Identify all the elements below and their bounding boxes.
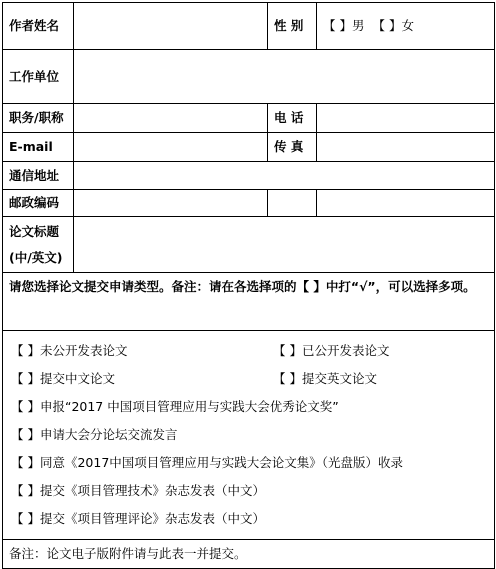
row-email <box>3 133 495 162</box>
email-field[interactable] <box>74 133 268 162</box>
paper-title-sublabel: (中/英文) <box>9 249 63 265</box>
option-published[interactable]: 【 】已公开发表论文 <box>273 343 390 358</box>
postcode-extra-cell-2 <box>317 190 495 217</box>
submission-form <box>2 2 494 561</box>
option-collection[interactable]: 【 】同意《2017中国项目管理应用与实践大会论文集》（光盘版）收录 <box>11 455 404 470</box>
option-forum[interactable]: 【 】申请大会分论坛交流发言 <box>11 427 178 442</box>
row-address <box>3 162 495 190</box>
option-pm-tech[interactable]: 【 】提交《项目管理技术》杂志发表（中文） <box>11 483 265 498</box>
postcode-label: 邮政编码 <box>3 190 74 217</box>
row-position <box>3 104 495 133</box>
phone-field[interactable] <box>317 104 495 133</box>
postcode-field[interactable] <box>74 190 268 217</box>
options-row-1 <box>11 337 488 365</box>
phone-label: 电 话 <box>268 104 317 133</box>
address-field[interactable] <box>74 162 495 190</box>
option-unpublished[interactable]: 【 】未公开发表论文 <box>11 343 128 358</box>
option-award[interactable]: 【 】申报“2017 中国项目管理应用与实践大会优秀论文奖” <box>11 399 339 414</box>
instruction-text: 请您选择论文提交申请类型。备注：请在各选择项的【 】中打“√”，可以选择多项。 <box>3 273 495 331</box>
row-paper-title <box>3 217 495 273</box>
row-work-unit <box>3 50 495 104</box>
fax-field[interactable] <box>317 133 495 162</box>
address-label: 通信地址 <box>3 162 74 190</box>
gender-options <box>317 3 495 50</box>
position-field[interactable] <box>74 104 268 133</box>
form-table <box>2 2 495 569</box>
author-name-label: 作者姓名 <box>3 3 74 50</box>
postcode-extra-cell <box>268 190 317 217</box>
option-english[interactable]: 【 】提交英文论文 <box>273 371 377 386</box>
paper-title-label: 论文标题 <box>9 223 60 239</box>
gender-label: 性 别 <box>268 3 317 50</box>
row-options <box>3 331 495 540</box>
option-pm-review[interactable]: 【 】提交《项目管理评论》杂志发表（中文） <box>11 511 265 526</box>
gender-male-option[interactable]: 【 】男 <box>323 18 365 33</box>
footer-note: 备注：论文电子版附件请与此表一并提交。 <box>3 540 495 569</box>
work-unit-field[interactable] <box>74 50 495 104</box>
author-name-field[interactable] <box>74 3 268 50</box>
paper-title-field[interactable] <box>74 217 495 273</box>
row-author <box>3 3 495 50</box>
row-postcode <box>3 190 495 217</box>
options-row-2 <box>11 365 488 393</box>
row-instruction <box>3 273 495 331</box>
row-footer <box>3 540 495 569</box>
paper-title-label-cell <box>3 217 74 273</box>
work-unit-label: 工作单位 <box>3 50 74 104</box>
position-label: 职务/职称 <box>3 104 74 133</box>
gender-female-option[interactable]: 【 】女 <box>372 18 414 33</box>
options-cell <box>3 331 495 540</box>
option-chinese[interactable]: 【 】提交中文论文 <box>11 371 115 386</box>
fax-label: 传 真 <box>268 133 317 162</box>
email-label: E-mail <box>3 133 74 162</box>
